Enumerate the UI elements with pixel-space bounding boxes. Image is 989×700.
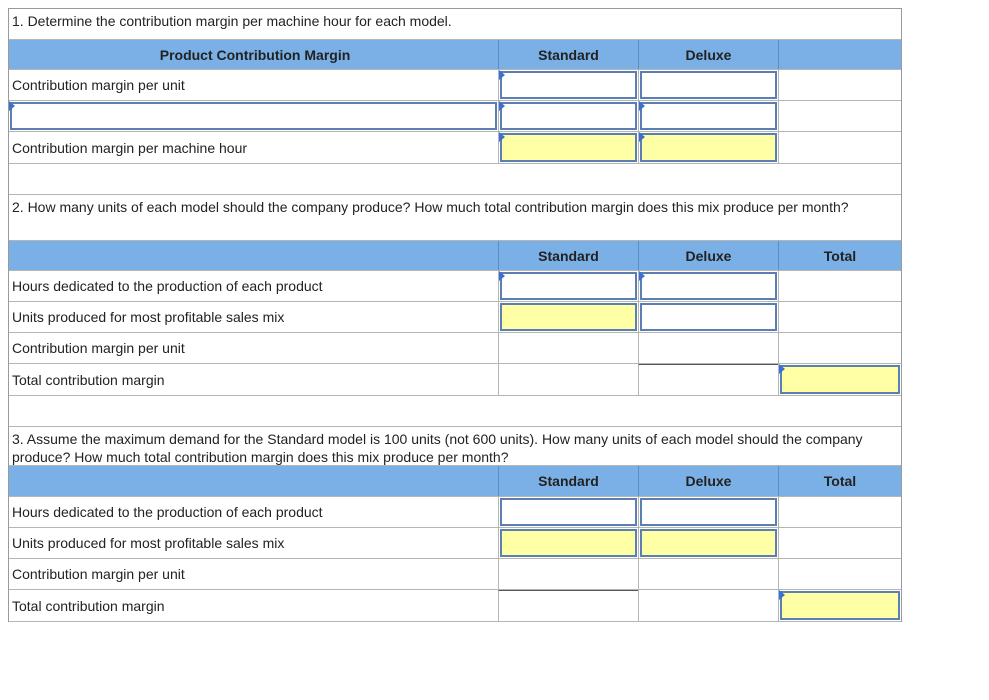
q3-header-standard: Standard [498, 466, 638, 496]
q3-hours-deluxe-input[interactable] [640, 498, 777, 526]
q2-row-units [9, 302, 901, 333]
question-2-row [9, 195, 901, 241]
q1-cm-unit-deluxe-cell[interactable] [638, 70, 778, 100]
q3-row-total-cm [9, 590, 901, 622]
q2-header-total: Total [778, 241, 901, 270]
q1-row-cm-per-hour [9, 132, 901, 164]
row-label: Total contribution margin [12, 597, 165, 614]
question-2-text: 2. How many units of each model should the company produce? How much total contribution margin does this mix produce per month? [12, 199, 849, 215]
q3-units-deluxe-cell[interactable] [638, 528, 778, 558]
q2-header-standard: Standard [498, 241, 638, 270]
worksheet-table [8, 8, 902, 622]
q2-header-row [9, 241, 901, 271]
q3-total-cm-deluxe-cell [638, 590, 778, 621]
q3-header-total: Total [778, 466, 901, 496]
q1-blank-deluxe-cell[interactable] [638, 101, 778, 131]
q3-units-deluxe-input[interactable] [640, 529, 777, 557]
empty-cell [778, 101, 901, 131]
q2-hours-standard-cell[interactable] [498, 271, 638, 301]
q3-row-hours [9, 497, 901, 528]
row-label: Contribution margin per unit [12, 77, 185, 93]
question-1-row [9, 9, 901, 40]
q1-header-empty [778, 40, 901, 69]
input-flag-icon [499, 132, 505, 142]
q1-header-product-cm: Product Contribution Margin [159, 46, 351, 63]
q2-cm-unit-standard-cell [498, 333, 638, 363]
q3-header-empty [9, 466, 498, 496]
q2-hours-deluxe-input[interactable] [640, 272, 777, 300]
q2-total-cm-total-cell[interactable] [778, 364, 901, 395]
q2-units-deluxe-input[interactable] [640, 303, 777, 331]
q1-row-blank [9, 101, 901, 132]
q1-cm-hour-deluxe-cell[interactable] [638, 132, 778, 163]
row-label: Contribution margin per machine hour [12, 139, 248, 156]
q3-hours-standard-input[interactable] [500, 498, 637, 526]
q2-units-standard-cell[interactable] [498, 302, 638, 332]
q2-row-hours [9, 271, 901, 302]
input-flag-icon [9, 101, 15, 111]
empty-cell [778, 302, 901, 332]
row-label: Contribution margin per unit [12, 566, 185, 582]
q2-row-total-cm [9, 364, 901, 396]
empty-cell [778, 70, 901, 100]
input-flag-icon [639, 132, 645, 142]
row-label: Contribution margin per unit [12, 340, 185, 356]
q2-row-cm-unit [9, 333, 901, 364]
q1-blank-deluxe-input[interactable] [640, 102, 777, 130]
spacer-row [9, 396, 901, 427]
q3-row-units [9, 528, 901, 559]
input-flag-icon [499, 70, 505, 80]
empty-cell [778, 271, 901, 301]
q2-total-cm-total-input[interactable] [780, 365, 900, 394]
question-3-text: 3. Assume the maximum demand for the Standard model is 100 units (not 600 units). How many units of each model should the company produce? How much total contribution margin does this mix produce per month? [12, 431, 863, 465]
q2-header-empty [9, 241, 498, 270]
q1-cm-hour-standard-cell[interactable] [498, 132, 638, 163]
row-label: Total contribution margin [12, 371, 165, 388]
q2-total-cm-standard-cell [498, 364, 638, 395]
q2-hours-deluxe-cell[interactable] [638, 271, 778, 301]
row-label: Units produced for most profitable sales mix [12, 535, 285, 551]
q3-hours-standard-cell[interactable] [498, 497, 638, 527]
q1-blank-standard-cell[interactable] [498, 101, 638, 131]
q1-header-standard: Standard [498, 40, 638, 69]
row-label: Hours dedicated to the production of each product [12, 504, 323, 520]
q2-units-standard-input[interactable] [500, 303, 637, 331]
empty-cell [778, 132, 901, 163]
q1-header-row [9, 40, 901, 70]
row-label: Units produced for most profitable sales mix [12, 309, 285, 325]
q1-blank-standard-input[interactable] [500, 102, 637, 130]
q2-total-cm-deluxe-cell [638, 364, 778, 395]
q1-cm-unit-standard-cell[interactable] [498, 70, 638, 100]
input-flag-icon [639, 101, 645, 111]
q2-header-deluxe: Deluxe [638, 241, 778, 270]
q2-hours-standard-input[interactable] [500, 272, 637, 300]
input-flag-icon [779, 590, 785, 600]
q3-cm-unit-deluxe-cell [638, 559, 778, 589]
empty-cell [778, 528, 901, 558]
q3-cm-unit-standard-cell [498, 559, 638, 589]
q2-units-deluxe-cell[interactable] [638, 302, 778, 332]
q3-total-cm-total-cell[interactable] [778, 590, 901, 621]
q3-total-cm-standard-cell [498, 590, 638, 621]
input-flag-icon [639, 271, 645, 281]
q2-cm-unit-deluxe-cell [638, 333, 778, 363]
q3-units-standard-cell[interactable] [498, 528, 638, 558]
q1-header-deluxe: Deluxe [638, 40, 778, 69]
spacer-row [9, 164, 901, 195]
q1-blank-label-cell[interactable] [9, 101, 498, 131]
q1-cm-unit-standard-input[interactable] [500, 71, 637, 99]
input-flag-icon [499, 101, 505, 111]
empty-cell [778, 559, 901, 589]
q3-hours-deluxe-cell[interactable] [638, 497, 778, 527]
q1-row-cm-per-unit [9, 70, 901, 101]
question-1-text: 1. Determine the contribution margin per machine hour for each model. [12, 13, 452, 29]
q1-cm-unit-deluxe-input[interactable] [640, 71, 777, 99]
q1-cm-hour-standard-input[interactable] [500, 133, 637, 162]
empty-cell [778, 333, 901, 363]
q3-header-row [9, 466, 901, 497]
q1-blank-label-input[interactable] [10, 102, 497, 130]
empty-cell [778, 497, 901, 527]
input-flag-icon [779, 364, 785, 374]
q3-header-deluxe: Deluxe [638, 466, 778, 496]
q3-row-cm-unit [9, 559, 901, 590]
input-flag-icon [499, 271, 505, 281]
q3-units-standard-input[interactable] [500, 529, 637, 557]
row-label: Hours dedicated to the production of each product [12, 278, 323, 294]
q1-cm-hour-deluxe-input[interactable] [640, 133, 777, 162]
question-3-row [9, 427, 901, 466]
q3-total-cm-total-input[interactable] [780, 591, 900, 620]
